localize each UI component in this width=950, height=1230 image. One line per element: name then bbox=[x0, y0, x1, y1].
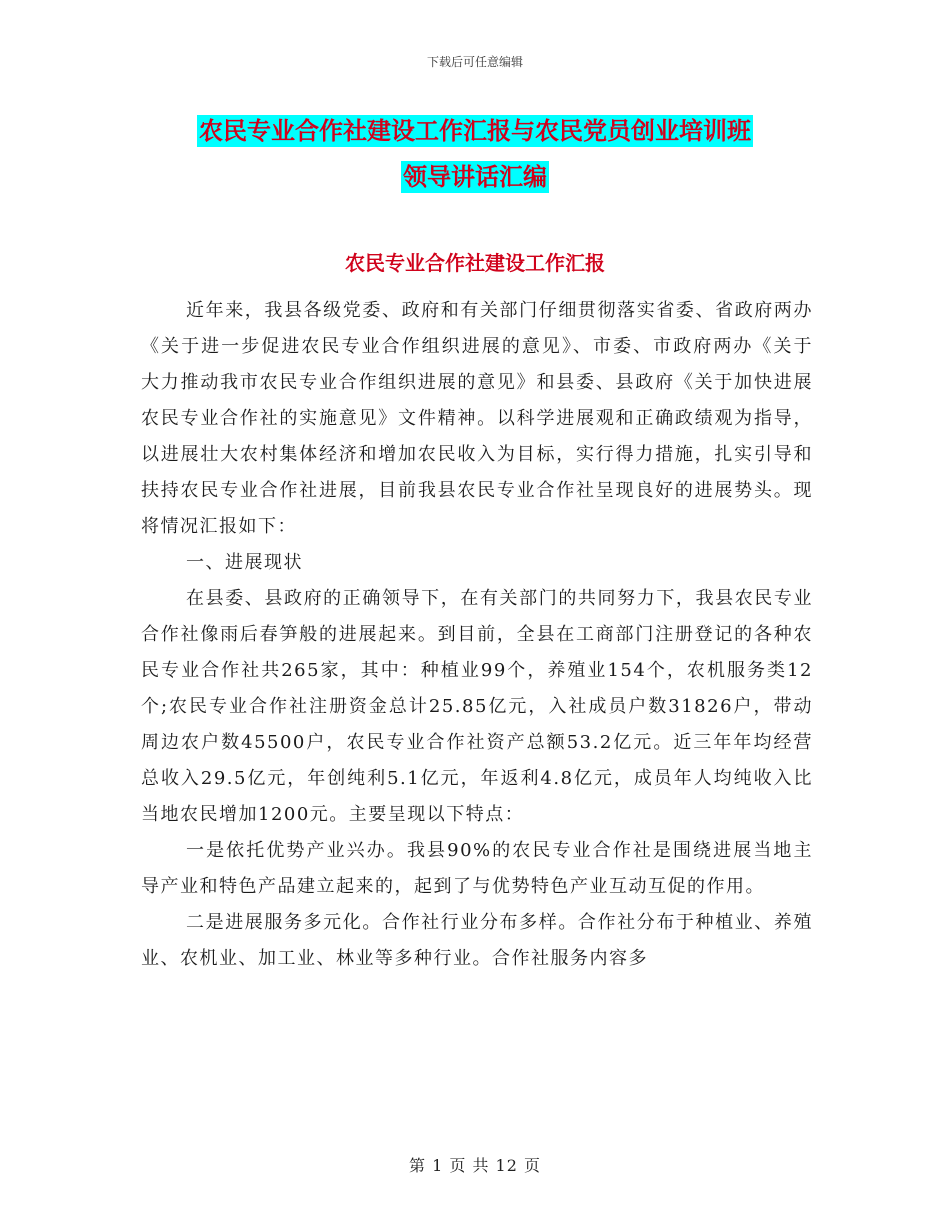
paragraph-feature-2: 二是进展服务多元化。合作社行业分布多样。合作社分布于种植业、养殖业、农机业、加工业、林业等多种行业。合作社服务内容多 bbox=[141, 912, 813, 969]
paragraph-intro: 近年来，我县各级党委、政府和有关部门仔细贯彻落实省委、省政府两办《关于进一步促进农民专业合作组织进展的意见》、市委、市政府两办《关于大力推动我市农民专业合作组织进展的意见》和县委、县政府《关于加快进展农民专业合作社的实施意见》文件精神。以科学进展观和正确政绩观为指导，以进展壮大农村集体经济和增加农民收入为目标，实行得力措施，扎实引导和扶持农民专业合作社进展，目前我县农民专业合作社呈现良好的进展势头。现将情况汇报如下： bbox=[141, 300, 813, 537]
document-title-line-1: 农民专业合作社建设工作汇报与农民党员创业培训班 bbox=[199, 117, 751, 145]
section-title: 农民专业合作社建设工作汇报 bbox=[345, 251, 605, 275]
paragraph-feature-1: 一是依托优势产业兴办。我县90%的农民专业合作社是围绕进展当地主导产业和特色产品建立起来的，起到了与优势特色产业互动互促的作用。 bbox=[141, 840, 813, 897]
body-text bbox=[141, 293, 813, 977]
document-title bbox=[0, 108, 950, 200]
paragraph-heading-status: 一、进展现状 bbox=[186, 552, 303, 573]
paragraph-status: 在县委、县政府的正确领导下，在有关部门的共同努力下，我县农民专业合作社像雨后春笋般的进展起来。到目前，全县在工商部门注册登记的各种农民专业合作社共265家，其中：种植业99个，养殖业154个，农机服务类12个;农民专业合作社注册资金总计25.85亿元，入社成员户数31826户，带动周边农户数45500户，农民专业合作社资产总额53.2亿元。近三年年均经营总收入29.5亿元，年创纯利5.1亿元，年返利4.8亿元，成员年人均纯收入比当地农民增加1200元。主要呈现以下特点： bbox=[141, 588, 813, 825]
page-footer: 第 1 页 共 12 页 bbox=[409, 1156, 541, 1175]
page-header-note: 下载后可任意编辑 bbox=[426, 55, 523, 69]
document-title-line-2: 领导讲话汇编 bbox=[403, 163, 547, 191]
